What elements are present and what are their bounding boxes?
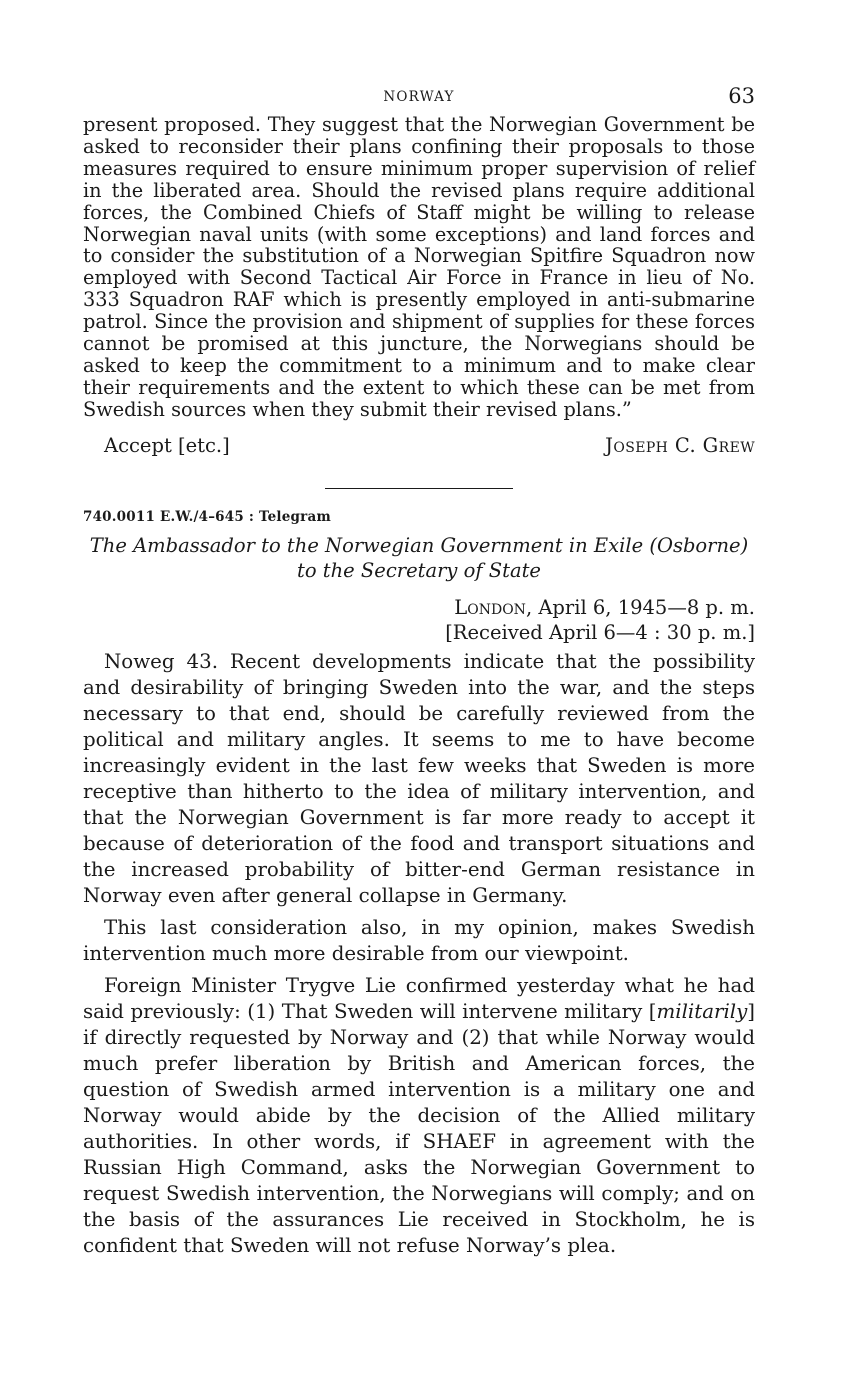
- page-number: 63: [728, 84, 755, 108]
- document-title: [83, 533, 755, 583]
- paragraph-3-start: Foreign Minister Trygve Lie confirmed yesterday what he had said previously: (1) That Sweden will intervene military [: [83, 973, 755, 1023]
- signoff-line: [83, 434, 755, 457]
- body-paragraph-3: [83, 973, 755, 1259]
- running-title: NORWAY: [383, 89, 455, 105]
- continuation-paragraph: present proposed. They suggest that the Norwegian Government be asked to reconsider their plans confining their proposals to those measures required to ensure minimum proper supervision of relief in the liberated area. Should the revised plans require additional forces, the Combined Chiefs of Staff might be willing to release Norwegian naval units (with some exceptions) and land forces and to consider the substitution of a Norwegian Spitfire Squadron now employed with Second Tactical Air Force in France in lieu of No. 333 Squadron RAF which is presently employed in anti-submarine patrol. Since the provision and shipment of supplies for these forces cannot be promised at this juncture, the Norwegians should be asked to keep the commitment to a minimum and to make clear their requirements and the extent to which these can be met from Swedish sources when they submit their revised plans.”: [83, 113, 755, 421]
- place-name: London: [454, 595, 526, 619]
- date-sent: , April 6, 1945—8 p. m.: [525, 595, 755, 619]
- title-name: Osborne: [656, 533, 741, 557]
- telegram-body: [83, 649, 755, 1259]
- file-reference: 740.0011 E.W./4–645 : Telegram: [83, 508, 331, 525]
- body-paragraph-2: This last consideration also, in my opinion, makes Swedish intervention much more desirable from our viewpoint.: [83, 915, 755, 965]
- paragraph-3-end: ] if directly requested by Norway and (2) that while Norway would much prefer liberation by British and American forces, the question of Swedish armed intervention is a military one and Norway would abide by the decision of the Allied military authorities. In other words, if SHAEF in agreement with the Russian High Command, asks the Norwegian Government to request Swedish intervention, the Norwegians will comply; and on the basis of the assurances Lie received in Stockholm, he is confident that Sweden will not refuse Norway’s plea.: [83, 999, 755, 1257]
- title-part-1: The Ambassador to the Norwegian Government in Exile (: [89, 533, 657, 557]
- body-paragraph-1: Noweg 43. Recent developments indicate that the possibility and desirability of bringing Sweden into the war, and the steps necessary to that end, should be carefully reviewed from the political and military angles. It seems to me to have become increasingly evident in the last few weeks that Sweden is more receptive than hitherto to the idea of military intervention, and that the Norwegian Government is far more ready to accept it because of deterioration of the food and transport situations and the increased probability of bitter-end German resistance in Norway even after general collapse in Germany.: [83, 649, 755, 907]
- signature-name: Joseph C. Grew: [605, 433, 755, 457]
- closing-formula: Accept [etc.]: [104, 433, 230, 457]
- previous-document-continuation: [83, 114, 755, 421]
- page-header: [83, 84, 755, 114]
- section-divider: [325, 488, 513, 489]
- title-part-2: ) to the Secretary of State: [297, 533, 749, 582]
- date-received: [Received April 6—4 : 30 p. m.]: [445, 620, 755, 644]
- document-page: [83, 84, 755, 1259]
- editorial-correction: militarily: [656, 999, 748, 1023]
- dateline: [83, 595, 755, 645]
- sent-line: [83, 595, 755, 620]
